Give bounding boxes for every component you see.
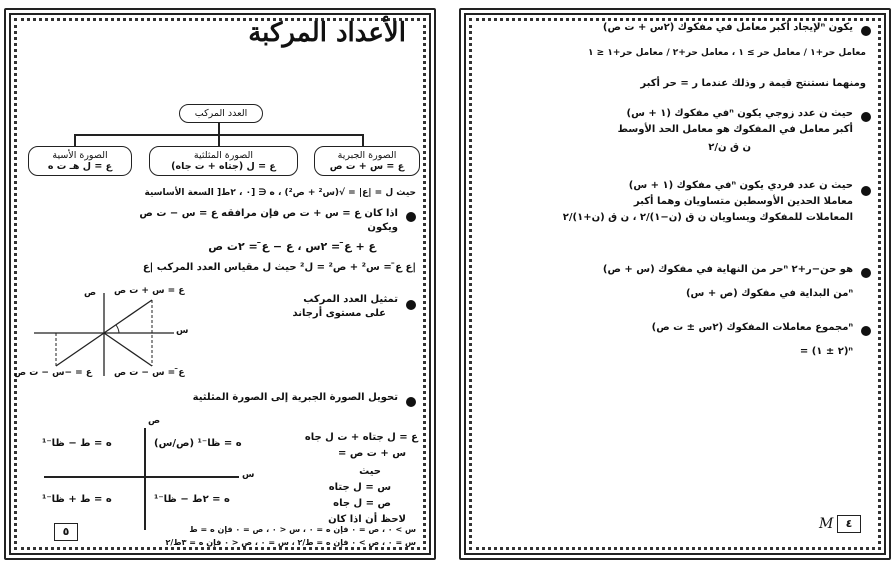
odd-line1: في مفكوك (١ + س)ⁿ حيث ن عدد فردي يكون xyxy=(628,180,853,191)
connector xyxy=(74,134,76,146)
bullet xyxy=(861,112,871,122)
connector xyxy=(218,122,220,134)
signature: M xyxy=(819,516,834,532)
page-title: الأعداد المركبة xyxy=(248,18,406,48)
quadrant-y-axis xyxy=(144,428,146,530)
trig-form-box xyxy=(149,146,298,176)
form-formula: ع = ل (جتاه + ت جاه) xyxy=(171,161,276,172)
max-coef-line3: ومنهما نستنتج قيمة ر وذلك عندما ر = حر أكبر xyxy=(640,78,866,89)
bullet xyxy=(861,186,871,196)
graph-label-top: ع = س + ت ص xyxy=(114,286,185,296)
bullet xyxy=(406,212,416,222)
decorative-border xyxy=(459,8,891,560)
bullet xyxy=(861,268,871,278)
page-number: ٥ xyxy=(54,523,78,541)
form-label: الصورة الجبرية xyxy=(337,150,397,161)
even-line1: في مفكوك (١ + س)ⁿ حيث ن عدد زوجي يكون xyxy=(626,108,853,119)
page-number: ٤ xyxy=(837,515,861,533)
quadrant-2: ه = ط − ظا⁻¹ xyxy=(42,438,112,449)
argand-title: تمثيل العدد المركب xyxy=(303,294,398,305)
footer-line2: س = ٠ ، ص > ٠ فإن ه = ط/٢ ، س = ٠ ، ص < ٠ فإن ه = ٣ط/٢ xyxy=(165,538,416,547)
footer-line1: س > ٠ ، ص = ٠ فإن ه = ٠ ، س < ٠ ، ص = ٠ فإن ه = ط xyxy=(189,525,416,534)
right-page xyxy=(459,8,891,560)
graph-label-left-bottom: ع = −س − ت ص xyxy=(14,368,93,378)
quadrant-x-label: س xyxy=(242,470,255,480)
conv-note: لاحظ أن اذا كان xyxy=(328,514,406,525)
max-coef-line1: لإيجاد أكبر معامل في مفكوك (٢س + ت ص)ⁿ يكون xyxy=(602,22,853,33)
exp-form-box xyxy=(28,146,132,176)
odd-line3: المعاملات للمفكوك ويساويان ن ق (ن−١)/٢ ، ن ق (ن+١)/٢ xyxy=(562,212,853,223)
graph-label-x: س xyxy=(176,326,189,336)
quadrant-4: ه = ٢ط − ظا⁻¹ xyxy=(154,494,230,505)
algebraic-form-box xyxy=(314,146,420,176)
form-label: الصورة المثلثية xyxy=(193,150,254,161)
root-box: العدد المركب xyxy=(179,104,263,123)
quadrant-y-label: ص xyxy=(148,416,161,426)
left-page xyxy=(4,8,436,560)
conv-x: س = ل جتاه xyxy=(328,482,391,493)
end-term-line1: حر من النهاية في مفكوك (س + ص)ⁿ هو حن−ر+٢ xyxy=(602,264,853,275)
conjugate-line1: اذا كان ع = س + ت ص فإن مرافقه ع = س − ت ص xyxy=(139,208,398,219)
connector xyxy=(362,134,364,146)
bullet xyxy=(861,26,871,36)
conjugate-line3: ع + ع̄ = ٢س ، ع − ع̄ = ٢ت ص xyxy=(208,240,376,253)
form-formula: ع = ل هـ ت ه xyxy=(47,161,113,172)
conjugate-line4: ع ع̄ = س² + ص² = ل² حيث ل مقياس العدد المركب |ع| xyxy=(142,262,416,273)
quadrant-3: ه = ط + ظا⁻¹ xyxy=(42,494,112,505)
graph-label-bottom: ع̄ = س − ت ص xyxy=(114,368,185,378)
end-term-line2: من البداية في مفكوك (ص + س)ⁿ xyxy=(685,288,853,299)
modulus-line: حيث ل = |ع| = √(س² + ص²) ، ه ∈ [٠ ، ٢ط[ السعة الأساسية xyxy=(144,188,416,198)
bullet xyxy=(406,300,416,310)
even-line2: أكبر معامل في المفكوك هو معامل الحد الأوسط xyxy=(617,124,853,135)
quadrant-1: ه = ظا⁻¹ (ص/س) xyxy=(154,438,242,449)
connector xyxy=(218,134,220,146)
max-coef-line2: معامل حر+١ / معامل حر ≥ ١ ، معامل حر+٢ / معامل حر+١ ≤ ١ xyxy=(588,48,866,58)
conversion-heading: تحويل الصورة الجبرية إلى الصورة المثلثية xyxy=(192,392,398,403)
conv-formula2: = س + ت ص xyxy=(338,448,406,459)
conv-where: حيث xyxy=(359,466,381,477)
conv-formula1: ع = ل جتاه + ت ل جاه xyxy=(304,432,418,443)
quadrant-x-axis xyxy=(44,476,239,478)
sum-coef-line1: مجموع معاملات المفكوك (٢س ± ت ص)ⁿ xyxy=(651,322,853,333)
form-label: الصورة الأسية xyxy=(52,150,108,161)
argand-subtitle: على مستوى أرجاند xyxy=(292,308,386,319)
even-line3: ن ق ن/٢ xyxy=(708,142,751,153)
bullet xyxy=(406,397,416,407)
bullet xyxy=(861,326,871,336)
conjugate-line2: ويكون xyxy=(367,222,398,233)
sum-coef-line2: = (٢ ± ١)ⁿ xyxy=(799,346,853,357)
form-formula: ع = س + ت ص xyxy=(329,161,405,172)
graph-label-y: ص xyxy=(84,288,97,298)
conv-y: ص = ل جاه xyxy=(333,498,391,509)
odd-line2: معاملا الحدين الأوسطين متساويان وهما أكبر xyxy=(633,196,853,207)
